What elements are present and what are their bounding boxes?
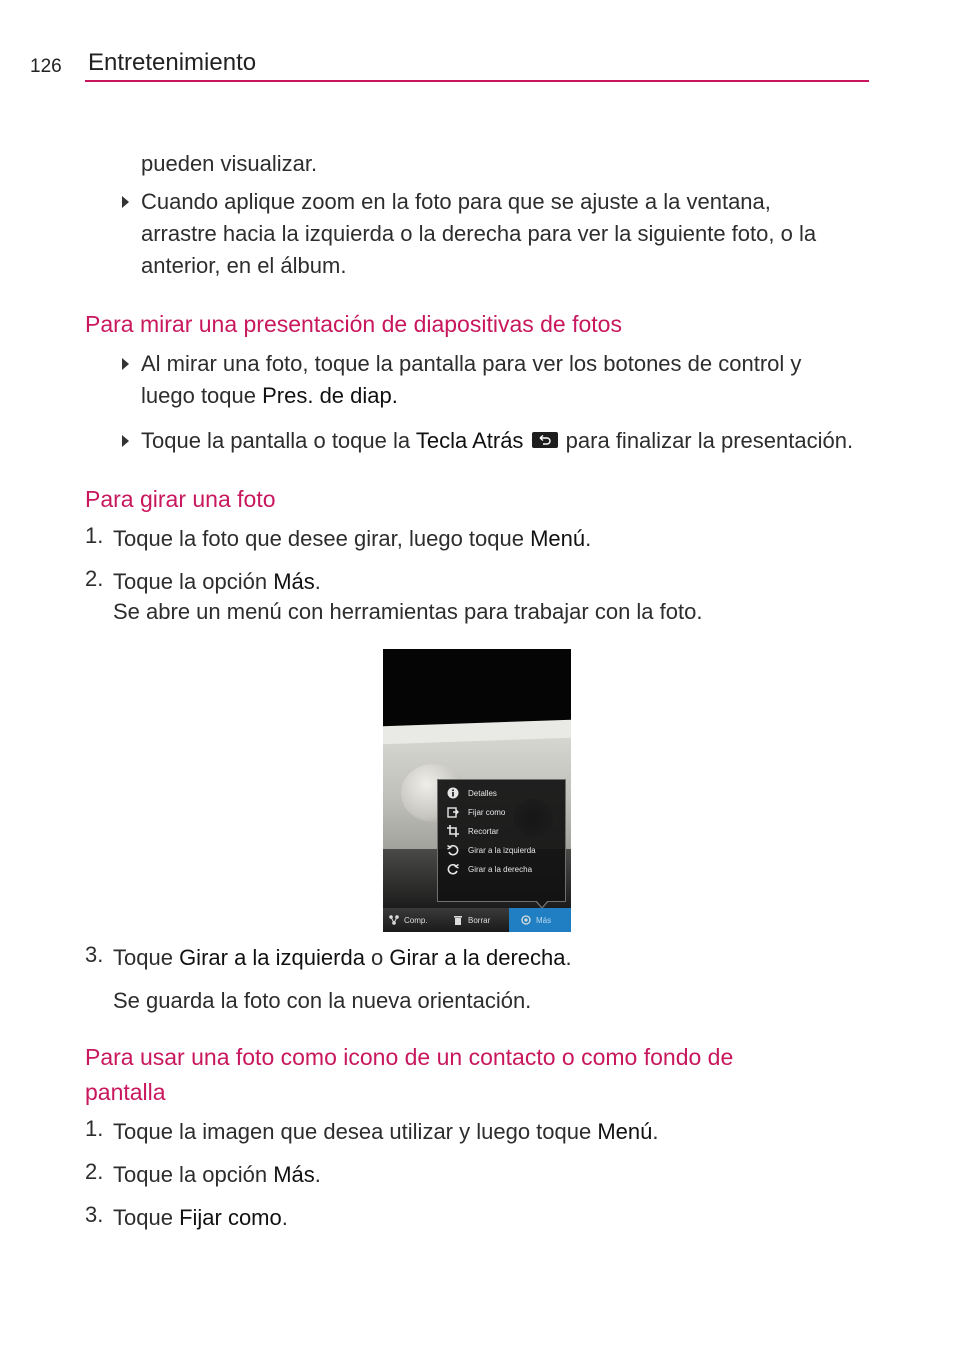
- more-icon: [521, 915, 531, 925]
- text-run: para finalizar la presentación.: [559, 428, 854, 453]
- text-run: .: [281, 1205, 288, 1230]
- text-run: luego toque: [141, 383, 263, 408]
- paragraph-continuation: pueden visualizar.: [141, 151, 318, 176]
- text-run: o: [364, 945, 390, 970]
- tab-label: Comp.: [404, 915, 428, 925]
- more-menu-popup: [437, 779, 566, 902]
- back-key-icon: [532, 432, 558, 448]
- menu-item-rotate-right[interactable]: [447, 861, 532, 877]
- header-rule: [85, 80, 869, 82]
- text-run: Toque la opción: [113, 569, 274, 594]
- term-rotate-right: Girar a la derecha: [389, 945, 566, 970]
- menu-item-crop[interactable]: [447, 823, 499, 839]
- step-number: 1.: [85, 523, 104, 548]
- set-as-icon: [447, 806, 459, 818]
- tab-label: Más: [536, 915, 552, 925]
- menu-item-label: Girar a la derecha: [468, 864, 533, 874]
- page-number: 126: [30, 56, 62, 77]
- step-2-text: [113, 566, 321, 598]
- bottom-action-bar: [383, 908, 571, 932]
- text-run: .: [652, 1119, 659, 1144]
- step-number: 2.: [85, 566, 104, 591]
- term-menu: Menú: [597, 1119, 653, 1144]
- trash-icon: [453, 915, 463, 925]
- bullet-arrow-icon: [122, 196, 129, 208]
- term-menu: Menú: [530, 526, 586, 551]
- crop-icon: [447, 825, 459, 837]
- menu-item-label: Girar a la izquierda: [468, 845, 536, 855]
- step-3-text: [113, 942, 572, 974]
- step-number: 3.: [85, 942, 104, 967]
- tab-share[interactable]: [389, 908, 428, 932]
- step-1-text: [113, 523, 591, 555]
- bullet-zoom-line2: arrastre hacia la izquierda o la derecha para ver la siguiente foto, o la: [141, 221, 817, 246]
- term-pres-diap: Pres. de diap.: [262, 383, 398, 408]
- wallpaper-step-1: [113, 1116, 659, 1148]
- term-rotate-left: Girar a la izquierda: [179, 945, 365, 970]
- text-run: Toque: [113, 945, 180, 970]
- text-run: .: [565, 945, 572, 970]
- wallpaper-step-2: [113, 1159, 321, 1191]
- text-run: Toque la foto que desee girar, luego toque: [113, 526, 531, 551]
- menu-item-label: Recortar: [468, 826, 499, 836]
- step-number: 3.: [85, 1202, 104, 1227]
- step-number: 2.: [85, 1159, 104, 1184]
- wallpaper-step-3: [113, 1202, 288, 1234]
- tab-label: Borrar: [468, 915, 491, 925]
- bullet-arrow-icon: [122, 358, 129, 370]
- share-icon: [389, 915, 399, 925]
- heading-contact-wallpaper-line1: Para usar una foto como icono de un contacto o como fondo de: [85, 1044, 734, 1070]
- step-3-detail: Se guarda la foto con la nueva orientación.: [113, 988, 532, 1013]
- bullet-zoom-line1: Cuando aplique zoom en la foto para que se ajuste a la ventana,: [141, 189, 771, 214]
- heading-slideshow: Para mirar una presentación de diapositivas de fotos: [85, 311, 622, 337]
- menu-item-set-as[interactable]: [447, 804, 505, 820]
- menu-pointer-fill: [536, 900, 548, 907]
- term-tecla-atras: Tecla Atrás: [415, 428, 524, 453]
- bullet-zoom-line3: anterior, en el álbum.: [141, 253, 347, 278]
- section-title: Entretenimiento: [88, 49, 257, 76]
- bullet-slideshow-line2: [141, 380, 398, 412]
- bullet-slideshow-line1: Al mirar una foto, toque la pantalla para ver los botones de control y: [141, 351, 802, 376]
- text-run: Toque: [113, 1205, 180, 1230]
- phone-screenshot: [383, 649, 571, 932]
- text-run: .: [314, 569, 321, 594]
- bullet-back-key: [141, 425, 853, 457]
- step-2-detail: Se abre un menú con herramientas para trabajar con la foto.: [113, 599, 703, 624]
- text-run: Toque la opción: [113, 1162, 274, 1187]
- text-run: Toque la pantalla o toque la: [141, 428, 416, 453]
- info-icon: [447, 787, 459, 799]
- text-run: Toque la imagen que desea utilizar y luego toque: [113, 1119, 598, 1144]
- rotate-right-icon: [447, 863, 459, 875]
- menu-item-label: Fijar como: [468, 807, 506, 817]
- heading-contact-wallpaper-line2: pantalla: [85, 1079, 166, 1105]
- rotate-left-icon: [447, 844, 459, 856]
- step-number: 1.: [85, 1116, 104, 1141]
- menu-item-rotate-left[interactable]: [447, 842, 536, 858]
- text-run: .: [585, 526, 592, 551]
- term-mas: Más: [273, 1162, 315, 1187]
- menu-item-label: Detalles: [468, 788, 497, 798]
- menu-item-details[interactable]: [447, 785, 497, 801]
- term-mas: Más: [273, 569, 315, 594]
- tab-more[interactable]: [509, 908, 571, 932]
- heading-rotate: Para girar una foto: [85, 486, 276, 512]
- bullet-arrow-icon: [122, 435, 129, 447]
- tab-delete[interactable]: [453, 908, 490, 932]
- term-fijar-como: Fijar como: [179, 1205, 282, 1230]
- text-run: .: [314, 1162, 321, 1187]
